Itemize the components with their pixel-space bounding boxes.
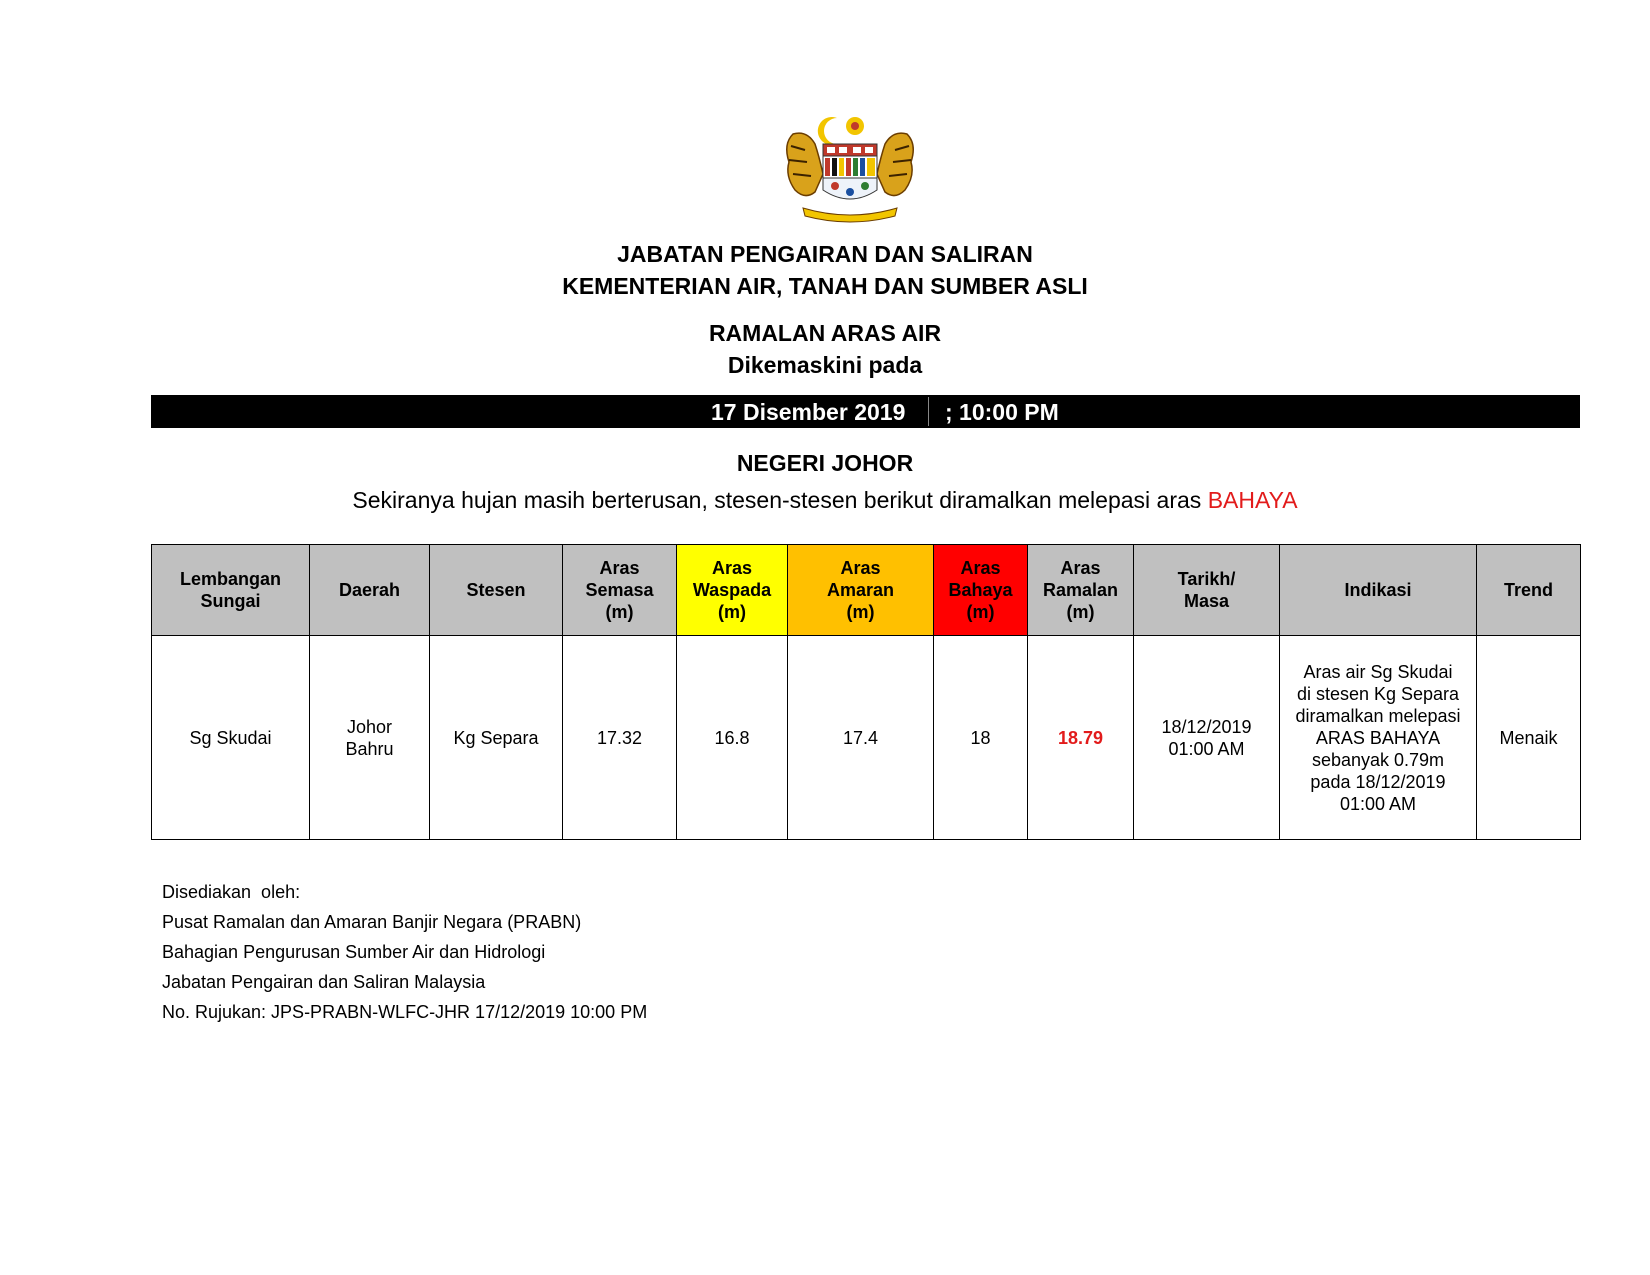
ministry-title: KEMENTERIAN AIR, TANAH DAN SUMBER ASLI <box>562 273 1088 299</box>
header-aras-waspada: Aras Waspada (m) <box>677 545 788 636</box>
notice-danger-level: BAHAYA <box>1207 487 1298 513</box>
header-tarikh-masa: Tarikh/ Masa <box>1134 545 1280 636</box>
update-time: ; 10:00 PM <box>945 399 1059 425</box>
footer-line-division: Bahagian Pengurusan Sumber Air dan Hidrologi <box>162 942 546 962</box>
prepared-by-label: Disediakan oleh: <box>162 882 301 902</box>
header-aras-bahaya: Aras Bahaya (m) <box>934 545 1028 636</box>
prepared-by-footer <box>162 877 647 1027</box>
cell-aras-waspada: 16.8 <box>677 636 788 840</box>
cell-aras-bahaya: 18 <box>934 636 1028 840</box>
header-stesen: Stesen <box>430 545 563 636</box>
datebar-divider <box>928 397 929 426</box>
footer-line-department: Jabatan Pengairan dan Saliran Malaysia <box>162 972 486 992</box>
cell-trend: Menaik <box>1477 636 1581 840</box>
agency-title: JABATAN PENGAIRAN DAN SALIRAN <box>617 241 1033 267</box>
table-row <box>152 636 1581 840</box>
malaysia-coat-of-arms-icon <box>775 104 925 228</box>
cell-aras-ramalan: 18.79 <box>1028 636 1134 840</box>
header-trend: Trend <box>1477 545 1581 636</box>
forecast-notice <box>0 487 1650 514</box>
footer-line-prabn: Pusat Ramalan dan Amaran Banjir Negara (PRABN) <box>162 912 582 932</box>
update-datetime-bar <box>151 395 1580 428</box>
header-aras-ramalan: Aras Ramalan (m) <box>1028 545 1134 636</box>
header-aras-semasa: Aras Semasa (m) <box>563 545 677 636</box>
header-daerah: Daerah <box>310 545 430 636</box>
cell-lembangan-sungai: Sg Skudai <box>152 636 310 840</box>
header-aras-amaran: Aras Amaran (m) <box>788 545 934 636</box>
cell-daerah: Johor Bahru <box>310 636 430 840</box>
header-indikasi: Indikasi <box>1280 545 1477 636</box>
cell-indikasi: Aras air Sg Skudai di stesen Kg Separa diramalkan melepasi ARAS BAHAYA sebanyak 0.79m pada 18/12/2019 01:00 AM <box>1280 636 1477 840</box>
header-lembangan-sungai: Lembangan Sungai <box>152 545 310 636</box>
state-heading: NEGERI JOHOR <box>736 450 914 476</box>
cell-aras-amaran: 17.4 <box>788 636 934 840</box>
cell-tarikh-masa: 18/12/2019 01:00 AM <box>1134 636 1280 840</box>
bulletin-title: RAMALAN ARAS AIR <box>708 320 942 346</box>
table-header-row <box>152 545 1581 636</box>
cell-stesen: Kg Separa <box>430 636 563 840</box>
reference-number: No. Rujukan: JPS-PRABN-WLFC-JHR 17/12/2019 10:00 PM <box>162 1002 648 1022</box>
notice-text: Sekiranya hujan masih berterusan, stesen-stesen berikut diramalkan melepasi aras <box>352 487 1208 513</box>
cell-aras-semasa: 17.32 <box>563 636 677 840</box>
water-level-forecast-table <box>151 544 1581 840</box>
updated-label: Dikemaskini pada <box>727 352 923 378</box>
update-date: 17 Disember 2019 <box>711 399 906 425</box>
